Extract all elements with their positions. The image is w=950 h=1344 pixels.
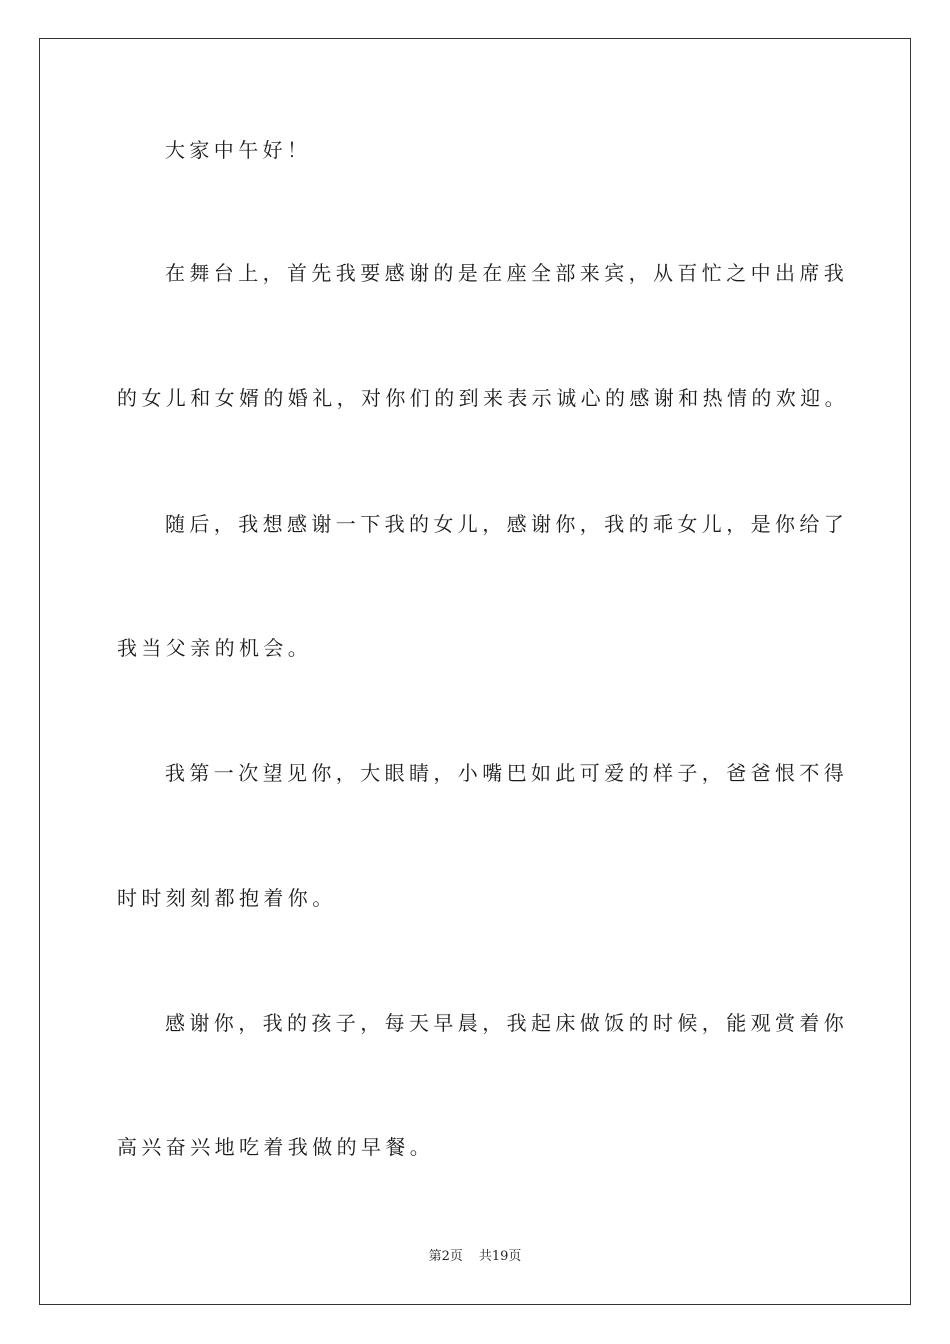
- paragraph-2-line-2: 我当父亲的机会。: [117, 636, 313, 660]
- paragraph-1-line-1: 在舞台上，首先我要感谢的是在座全部来宾，从百忙之中出席我: [165, 261, 849, 285]
- page-border: [39, 38, 911, 1305]
- paragraph-1-line-2: 的女儿和女婿的婚礼，对你们的到来表示诚心的感谢和热情的欢迎。: [117, 386, 849, 410]
- paragraph-4-line-2: 高兴奋兴地吃着我做的早餐。: [117, 1135, 435, 1159]
- paragraph-4-line-1: 感谢你，我的孩子，每天早晨，我起床做饭的时候，能观赏着你: [165, 1011, 849, 1035]
- paragraph-2-line-1: 随后，我想感谢一下我的女儿，感谢你，我的乖女儿，是你给了: [165, 512, 849, 536]
- page-number: 第2页: [428, 1249, 463, 1264]
- paragraph-3-line-1: 我第一次望见你，大眼睛，小嘴巴如此可爱的样子，爸爸恨不得: [165, 761, 849, 785]
- page-footer: [0, 1248, 950, 1266]
- paragraph-3-line-2: 时时刻刻都抱着你。: [117, 886, 337, 910]
- total-pages: 共19页: [478, 1249, 522, 1264]
- greeting-line: 大家中午好！: [165, 138, 312, 162]
